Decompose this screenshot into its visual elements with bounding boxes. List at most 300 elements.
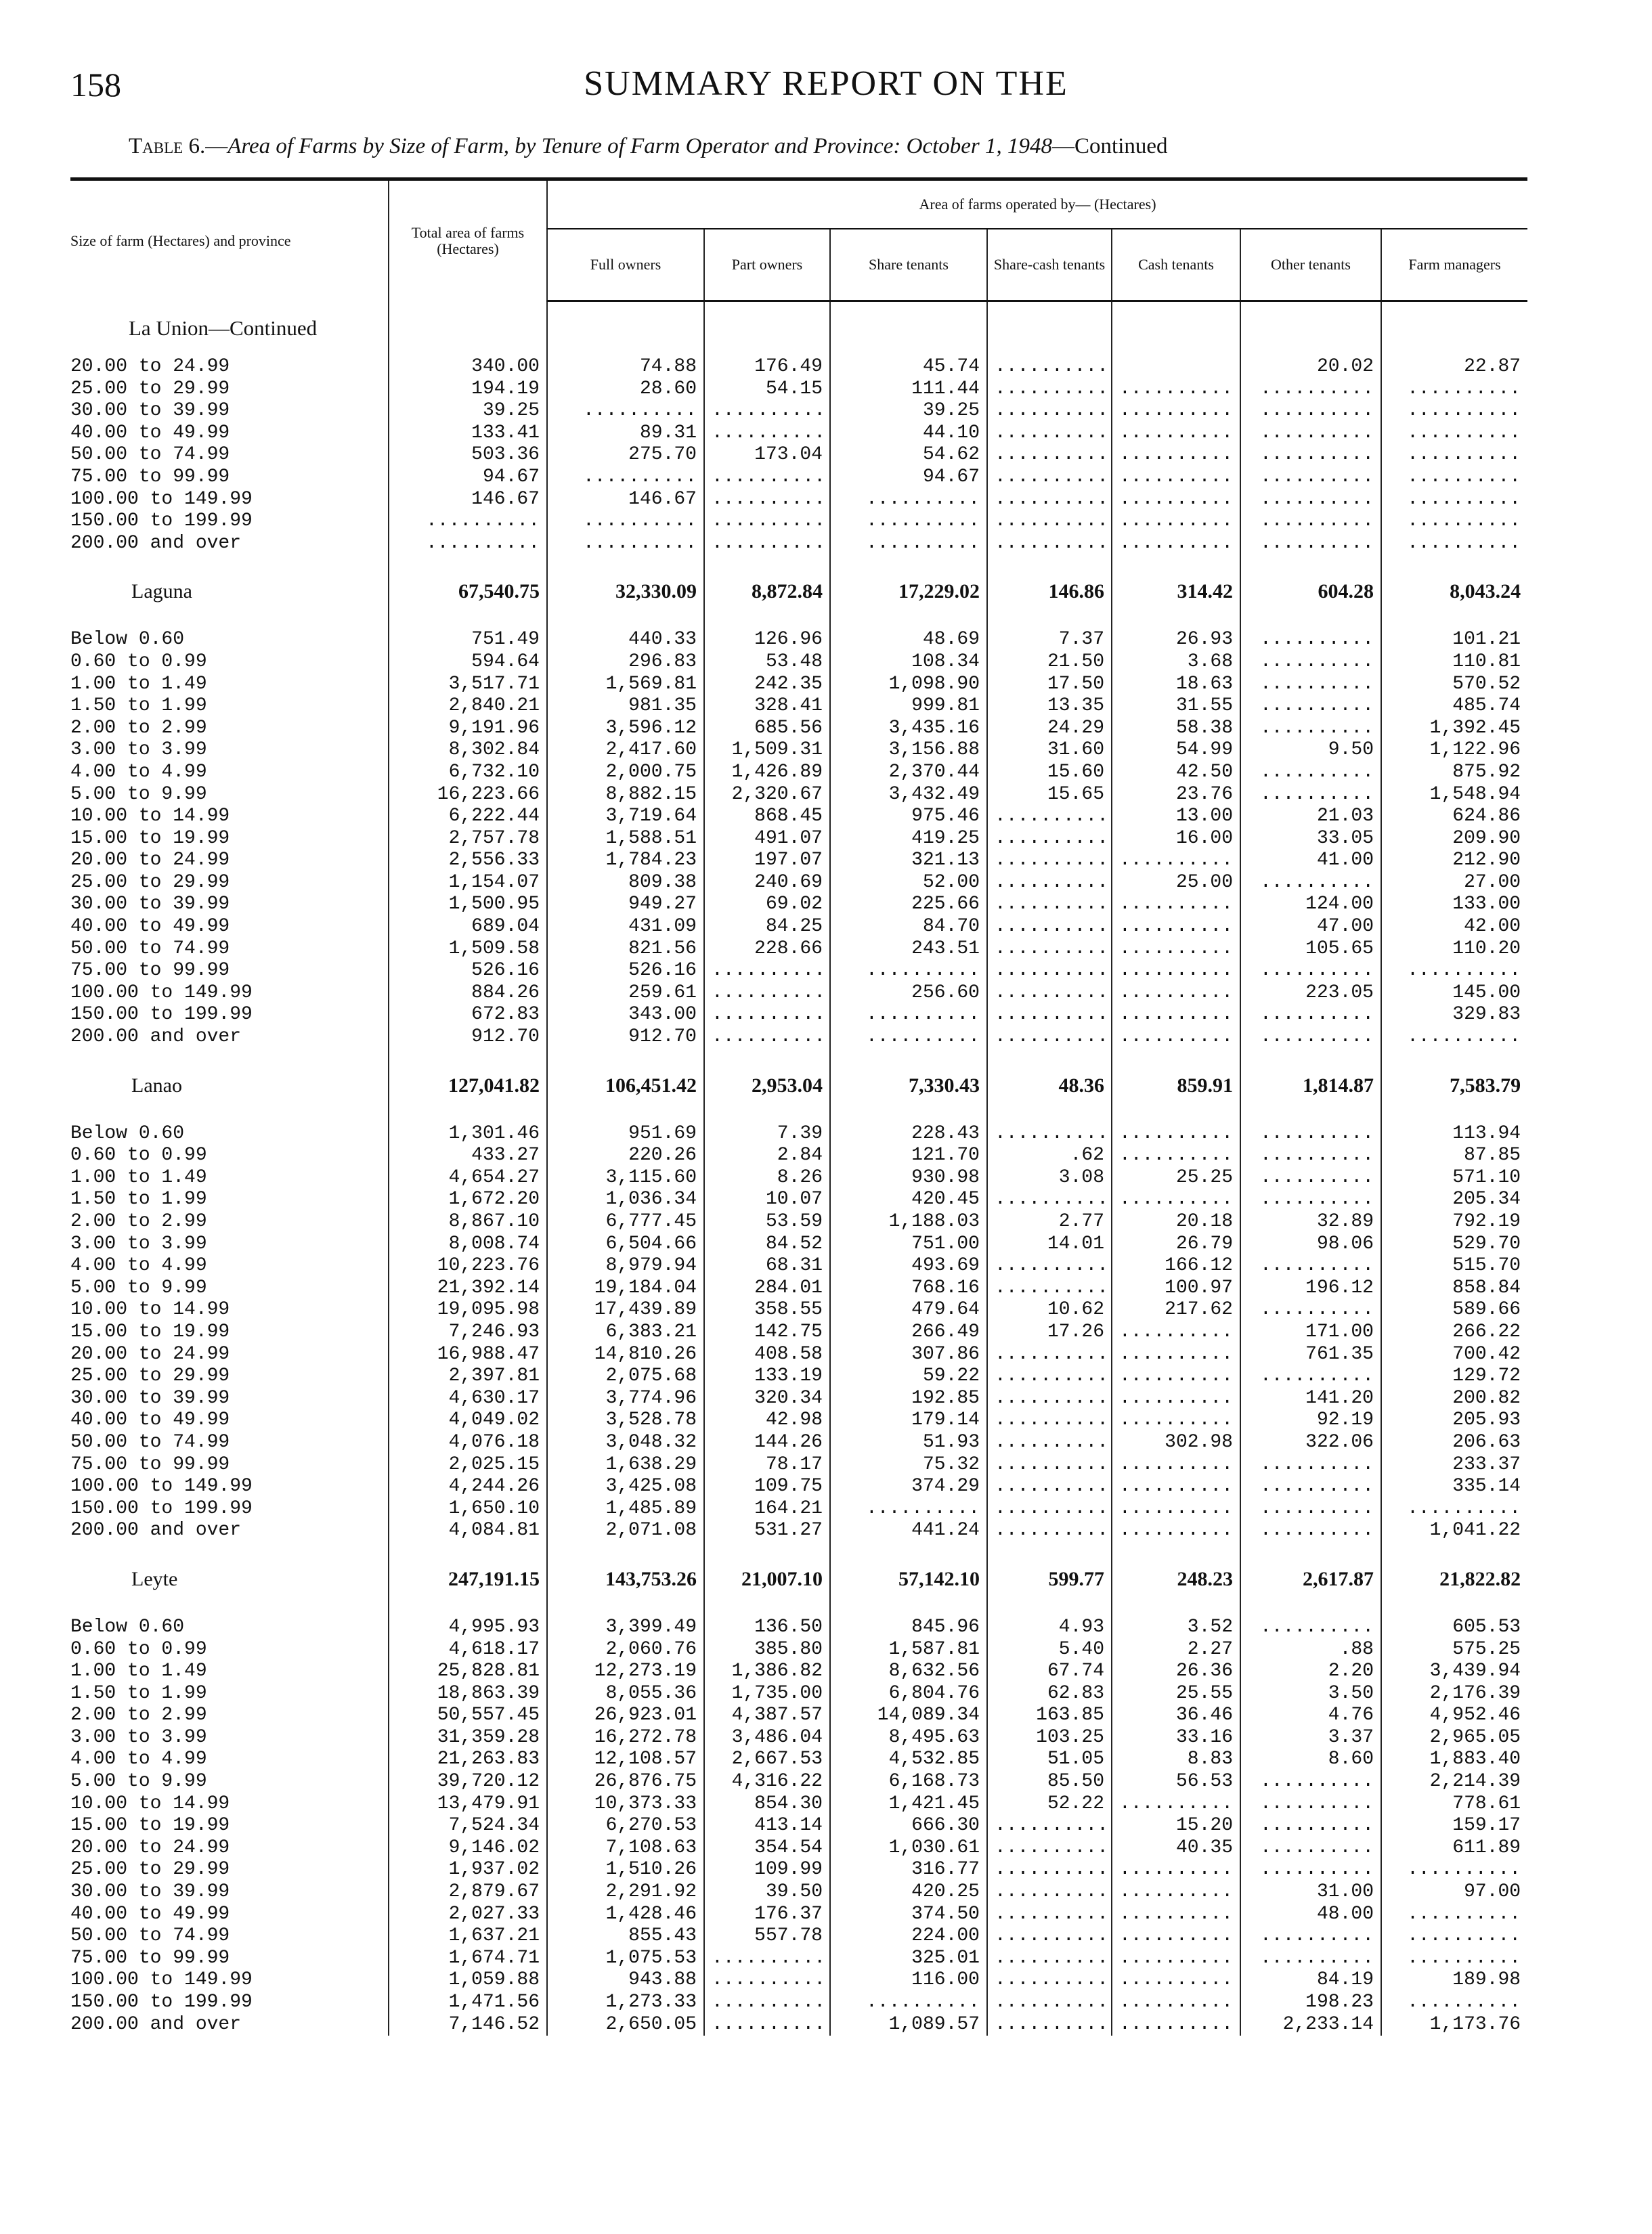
spacer-cell <box>987 1599 1112 1617</box>
value-cell-other: .......... <box>1240 695 1381 718</box>
spacer-cell <box>1112 554 1240 572</box>
size-class-cell: 1.00 to 1.49 <box>70 673 207 695</box>
table-row <box>70 674 1527 696</box>
spacer-cell <box>987 554 1112 572</box>
value-cell-full: 1,273.33 <box>547 1992 704 2014</box>
value-cell-total: 751.49 <box>389 629 547 651</box>
value-cell-cash: .......... <box>1112 1388 1240 1410</box>
table-row <box>70 1904 1527 1926</box>
value-cell-share: 3,432.49 <box>830 784 987 806</box>
value-cell-total: 912.70 <box>389 1026 547 1049</box>
value-cell-sharecash: 163.85 <box>987 1705 1112 1727</box>
value-cell-full: 2,000.75 <box>547 762 704 784</box>
value-cell-other: 105.65 <box>1240 938 1381 961</box>
value-cell-total: 4,084.81 <box>389 1520 547 1542</box>
value-cell-mgr: 209.90 <box>1381 828 1527 850</box>
spacer-cell <box>547 554 704 572</box>
value-cell-mgr: 200.82 <box>1381 1388 1527 1410</box>
value-cell-share: 666.30 <box>830 1815 987 1837</box>
province-total-row <box>70 572 1527 611</box>
value-cell-part: .......... <box>704 510 830 533</box>
value-cell-sharecash: .......... <box>987 1815 1112 1837</box>
size-class-cell: 1.00 to 1.49 <box>70 1661 207 1682</box>
value-cell-other: .......... <box>1240 1837 1381 1860</box>
value-cell-share: 845.96 <box>830 1617 987 1639</box>
value-cell-total: 133.41 <box>389 422 547 445</box>
value-cell-sharecash: .......... <box>987 1432 1112 1454</box>
value-cell-total: 146.67 <box>389 489 547 511</box>
table-body <box>70 301 1527 2036</box>
value-cell-part: .......... <box>704 1969 830 1992</box>
spacer-cell <box>987 1542 1112 1560</box>
size-class-cell: 2.00 to 2.99 <box>70 1705 207 1726</box>
col-header-cash-tenants: Cash tenants <box>1112 229 1240 301</box>
value-cell-other: .......... <box>1240 762 1381 784</box>
value-cell-share: 45.74 <box>830 356 987 378</box>
province-total-share: 7,330.43 <box>830 1066 987 1105</box>
value-cell-part: 197.07 <box>704 850 830 872</box>
value-cell-other: .......... <box>1240 674 1381 696</box>
value-cell-sharecash: .......... <box>987 1277 1112 1300</box>
size-class-cell: 30.00 to 39.99 <box>70 1387 230 1409</box>
value-cell-other: .......... <box>1240 378 1381 401</box>
value-cell-part: 176.37 <box>704 1904 830 1926</box>
value-cell-total: 2,556.33 <box>389 850 547 872</box>
value-cell-part: 385.80 <box>704 1639 830 1661</box>
value-cell-cash <box>1112 356 1240 378</box>
size-class-cell: 3.00 to 3.99 <box>70 1233 207 1254</box>
value-cell-share: 975.46 <box>830 806 987 828</box>
page-number: 158 <box>70 66 121 104</box>
value-cell-share: 256.60 <box>830 982 987 1005</box>
value-cell-share: 1,587.81 <box>830 1639 987 1661</box>
value-cell-full: 949.27 <box>547 894 704 916</box>
value-cell-full: 7,108.63 <box>547 1837 704 1860</box>
value-cell-part: 354.54 <box>704 1837 830 1860</box>
value-cell-mgr: 159.17 <box>1381 1815 1527 1837</box>
size-class-cell: 10.00 to 14.99 <box>70 806 230 827</box>
table-row <box>70 1749 1527 1771</box>
value-cell-other: 84.19 <box>1240 1969 1381 1992</box>
value-cell-cash: .......... <box>1112 489 1240 511</box>
value-cell-sharecash: .......... <box>987 1255 1112 1277</box>
value-cell-share: .......... <box>830 1026 987 1049</box>
value-cell-mgr: 110.20 <box>1381 938 1527 961</box>
province-total-part: 2,953.04 <box>704 1066 830 1105</box>
value-cell-cash: 18.63 <box>1112 674 1240 696</box>
value-cell-sharecash: .......... <box>987 1859 1112 1881</box>
value-cell-share: 94.67 <box>830 466 987 489</box>
value-cell-share: .......... <box>830 960 987 982</box>
value-cell-part: 109.99 <box>704 1859 830 1881</box>
value-cell-part: 142.75 <box>704 1321 830 1344</box>
value-cell-other: .......... <box>1240 1026 1381 1049</box>
value-cell-part: .......... <box>704 466 830 489</box>
size-class-cell: 20.00 to 24.99 <box>70 850 230 871</box>
value-cell-other: 48.00 <box>1240 1904 1381 1926</box>
value-cell-mgr: 2,176.39 <box>1381 1683 1527 1705</box>
value-cell-mgr: 145.00 <box>1381 982 1527 1005</box>
value-cell-total: 39,720.12 <box>389 1771 547 1793</box>
value-cell-mgr: 22.87 <box>1381 356 1527 378</box>
spacer-cell <box>704 1105 830 1123</box>
spacer-cell <box>830 1599 987 1617</box>
spacer-cell <box>1381 1105 1527 1123</box>
value-cell-part: 3,486.04 <box>704 1727 830 1749</box>
value-cell-sharecash: .......... <box>987 1925 1112 1948</box>
value-cell-cash: .......... <box>1112 894 1240 916</box>
value-cell-mgr: .......... <box>1381 1992 1527 2014</box>
value-cell-share: 751.00 <box>830 1233 987 1256</box>
value-cell-full: 6,383.21 <box>547 1321 704 1344</box>
table-row <box>70 695 1527 718</box>
value-cell-share: 14,089.34 <box>830 1705 987 1727</box>
value-cell-share: 374.50 <box>830 1904 987 1926</box>
value-cell-share: .......... <box>830 1992 987 2014</box>
value-cell-total: 4,049.02 <box>389 1409 547 1432</box>
spacer-cell <box>1240 611 1381 629</box>
spacer-cell <box>830 611 987 629</box>
value-cell-mgr: 858.84 <box>1381 1277 1527 1300</box>
value-cell-total: 4,995.93 <box>389 1617 547 1639</box>
table-row <box>70 1432 1527 1454</box>
value-cell-sharecash: 4.93 <box>987 1617 1112 1639</box>
value-cell-total: 16,223.66 <box>389 784 547 806</box>
value-cell-share: .......... <box>830 510 987 533</box>
table-row <box>70 651 1527 674</box>
province-name: Leyte <box>131 1567 178 1590</box>
value-cell-part: 240.69 <box>704 872 830 894</box>
value-cell-full: 3,048.32 <box>547 1432 704 1454</box>
value-cell-other: 4.76 <box>1240 1705 1381 1727</box>
size-class-cell: 3.00 to 3.99 <box>70 739 207 761</box>
value-cell-share: 479.64 <box>830 1299 987 1321</box>
table-row <box>70 1145 1527 1167</box>
value-cell-share: 1,030.61 <box>830 1837 987 1860</box>
value-cell-full: 17,439.89 <box>547 1299 704 1321</box>
col-header-share-tenants: Share tenants <box>830 229 987 301</box>
table-row <box>70 1661 1527 1683</box>
value-cell-sharecash: .......... <box>987 444 1112 466</box>
spacer-cell <box>1112 1049 1240 1066</box>
value-cell-full: 943.88 <box>547 1969 704 1992</box>
value-cell-cash: .......... <box>1112 1498 1240 1520</box>
province-total-full: 143,753.26 <box>547 1560 704 1599</box>
value-cell-sharecash: .62 <box>987 1145 1112 1167</box>
value-cell-full: 8,882.15 <box>547 784 704 806</box>
table-row <box>70 1815 1527 1837</box>
spacer-cell <box>547 1049 704 1066</box>
value-cell-mgr: .......... <box>1381 378 1527 401</box>
value-cell-sharecash: .......... <box>987 894 1112 916</box>
spacer-cell <box>547 1599 704 1617</box>
value-cell-part: 1,426.89 <box>704 762 830 784</box>
value-cell-total: 1,500.95 <box>389 894 547 916</box>
table-row <box>70 1277 1527 1300</box>
value-cell-total: 594.64 <box>389 651 547 674</box>
table-row <box>70 1189 1527 1211</box>
value-cell-full: 981.35 <box>547 695 704 718</box>
value-cell-part: .......... <box>704 1948 830 1970</box>
value-cell-other: .......... <box>1240 1815 1381 1837</box>
value-cell-full: .......... <box>547 533 704 555</box>
size-class-cell: 40.00 to 49.99 <box>70 1903 230 1925</box>
value-cell-full: 431.09 <box>547 916 704 938</box>
value-cell-full: 3,719.64 <box>547 806 704 828</box>
province-total-full: 32,330.09 <box>547 572 704 611</box>
value-cell-part: 7.39 <box>704 1123 830 1145</box>
value-cell-part: 854.30 <box>704 1793 830 1816</box>
value-cell-cash: 100.97 <box>1112 1277 1240 1300</box>
value-cell-sharecash: .......... <box>987 1476 1112 1498</box>
col-header-farm-managers: Farm managers <box>1381 229 1527 301</box>
value-cell-share: 116.00 <box>830 1969 987 1992</box>
spacer-cell <box>547 1105 704 1123</box>
value-cell-cash: .......... <box>1112 1793 1240 1816</box>
value-cell-total: 19,095.98 <box>389 1299 547 1321</box>
size-class-cell: 5.00 to 9.99 <box>70 783 207 805</box>
table-row <box>70 1255 1527 1277</box>
value-cell-total: 194.19 <box>389 378 547 401</box>
running-title: SUMMARY REPORT ON THE <box>584 64 1068 103</box>
value-cell-part: 109.75 <box>704 1476 830 1498</box>
value-cell-mgr: 571.10 <box>1381 1167 1527 1189</box>
value-cell-mgr: 575.25 <box>1381 1639 1527 1661</box>
value-cell-cash: .......... <box>1112 1365 1240 1388</box>
value-cell-full: 2,060.76 <box>547 1639 704 1661</box>
value-cell-full: 2,075.68 <box>547 1365 704 1388</box>
value-cell-share: 54.62 <box>830 444 987 466</box>
value-cell-mgr: .......... <box>1381 1948 1527 1970</box>
spacer-row <box>70 554 1527 572</box>
value-cell-share: 441.24 <box>830 1520 987 1542</box>
value-cell-total: 526.16 <box>389 960 547 982</box>
value-cell-sharecash: .......... <box>987 510 1112 533</box>
province-total-cash: 314.42 <box>1112 572 1240 611</box>
value-cell-sharecash: 5.40 <box>987 1639 1112 1661</box>
value-cell-sharecash: .......... <box>987 1365 1112 1388</box>
value-cell-share: 2,370.44 <box>830 762 987 784</box>
value-cell-mgr: 1,041.22 <box>1381 1520 1527 1542</box>
value-cell-other: .......... <box>1240 629 1381 651</box>
value-cell-total: .......... <box>389 510 547 533</box>
table-row <box>70 1498 1527 1520</box>
value-cell-part: 8.26 <box>704 1167 830 1189</box>
value-cell-share: 192.85 <box>830 1388 987 1410</box>
value-cell-part: 868.45 <box>704 806 830 828</box>
size-class-cell: 150.00 to 199.99 <box>70 510 253 532</box>
value-cell-cash: .......... <box>1112 378 1240 401</box>
value-cell-full: 3,115.60 <box>547 1167 704 1189</box>
value-cell-sharecash: .......... <box>987 916 1112 938</box>
spacer-cell <box>987 611 1112 629</box>
spacer-cell <box>704 554 830 572</box>
value-cell-cash: 20.18 <box>1112 1211 1240 1233</box>
value-cell-full: 3,528.78 <box>547 1409 704 1432</box>
spacer-cell <box>389 1049 547 1066</box>
value-cell-full: 821.56 <box>547 938 704 961</box>
value-cell-mgr: 233.37 <box>1381 1454 1527 1476</box>
spacer-cell <box>1381 611 1527 629</box>
value-cell-cash: .......... <box>1112 510 1240 533</box>
table-row <box>70 629 1527 651</box>
value-cell-other: .......... <box>1240 1123 1381 1145</box>
value-cell-cash: .......... <box>1112 1948 1240 1970</box>
value-cell-share: 179.14 <box>830 1409 987 1432</box>
value-cell-total: 2,025.15 <box>389 1454 547 1476</box>
spacer-row <box>70 611 1527 629</box>
province-total-other: 2,617.87 <box>1240 1560 1381 1599</box>
spacer-row <box>70 1542 1527 1560</box>
size-class-cell: 50.00 to 74.99 <box>70 1431 230 1453</box>
caption-title: Area of Farms by Size of Farm, by Tenure of Farm Operator and Province: October 1, 1948 <box>227 134 1053 158</box>
spacer-cell <box>1112 1542 1240 1560</box>
value-cell-mgr: 1,883.40 <box>1381 1749 1527 1771</box>
value-cell-full: 3,425.08 <box>547 1476 704 1498</box>
spacer-cell <box>704 1049 830 1066</box>
spacer-cell <box>1240 1105 1381 1123</box>
province-total-cash: 859.91 <box>1112 1066 1240 1105</box>
value-cell-sharecash: 2.77 <box>987 1211 1112 1233</box>
size-class-cell: 1.00 to 1.49 <box>70 1166 207 1188</box>
spacer-cell <box>70 1049 389 1066</box>
province-total-other: 604.28 <box>1240 572 1381 611</box>
value-cell-other: 3.50 <box>1240 1683 1381 1705</box>
value-cell-other: .......... <box>1240 444 1381 466</box>
value-cell-sharecash: 51.05 <box>987 1749 1112 1771</box>
value-cell-share: .......... <box>830 533 987 555</box>
table-row <box>70 1617 1527 1639</box>
value-cell-other: .......... <box>1240 872 1381 894</box>
province-total-row <box>70 1066 1527 1105</box>
table-row <box>70 1727 1527 1749</box>
value-cell-part: 284.01 <box>704 1277 830 1300</box>
value-cell-cash: .......... <box>1112 1881 1240 1904</box>
size-class-cell: 25.00 to 29.99 <box>70 1365 230 1387</box>
value-cell-share: 224.00 <box>830 1925 987 1948</box>
value-cell-other: .......... <box>1240 400 1381 422</box>
spacer-row <box>70 1049 1527 1066</box>
value-cell-sharecash: .......... <box>987 960 1112 982</box>
spacer-cell <box>1112 611 1240 629</box>
value-cell-sharecash: 14.01 <box>987 1233 1112 1256</box>
value-cell-other: 21.03 <box>1240 806 1381 828</box>
size-class-cell: 50.00 to 74.99 <box>70 444 230 466</box>
value-cell-share: .......... <box>830 1498 987 1520</box>
size-class-cell: 4.00 to 4.99 <box>70 1255 207 1277</box>
value-cell-total: 25,828.81 <box>389 1661 547 1683</box>
value-cell-cash: 33.16 <box>1112 1727 1240 1749</box>
table-row <box>70 489 1527 511</box>
value-cell-share: 1,188.03 <box>830 1211 987 1233</box>
value-cell-total: 4,630.17 <box>389 1388 547 1410</box>
province-total-part: 21,007.10 <box>704 1560 830 1599</box>
value-cell-total: 6,222.44 <box>389 806 547 828</box>
size-class-cell: 3.00 to 3.99 <box>70 1726 207 1748</box>
table-row <box>70 1167 1527 1189</box>
table-row <box>70 400 1527 422</box>
value-cell-mgr: 1,173.76 <box>1381 2014 1527 2036</box>
size-class-cell: 200.00 and over <box>70 1026 242 1048</box>
empty-cell <box>1240 301 1381 357</box>
spacer-row <box>70 1105 1527 1123</box>
value-cell-cash: 54.99 <box>1112 739 1240 762</box>
value-cell-part: 69.02 <box>704 894 830 916</box>
value-cell-other: 33.05 <box>1240 828 1381 850</box>
province-total-row <box>70 1560 1527 1599</box>
size-class-cell: 100.00 to 149.99 <box>70 1476 253 1497</box>
province-total-share: 17,229.02 <box>830 572 987 611</box>
spacer-cell <box>70 1599 389 1617</box>
table-row <box>70 1454 1527 1476</box>
value-cell-full: .......... <box>547 400 704 422</box>
value-cell-part: 531.27 <box>704 1520 830 1542</box>
value-cell-part: 126.96 <box>704 629 830 651</box>
value-cell-other: .......... <box>1240 1793 1381 1816</box>
value-cell-sharecash: 7.37 <box>987 629 1112 651</box>
province-heading-row <box>70 301 1527 357</box>
value-cell-other: .......... <box>1240 1167 1381 1189</box>
value-cell-mgr: 205.93 <box>1381 1409 1527 1432</box>
value-cell-full: 12,273.19 <box>547 1661 704 1683</box>
province-total-mgr: 7,583.79 <box>1381 1066 1527 1105</box>
value-cell-part: 1,386.82 <box>704 1661 830 1683</box>
spacer-cell <box>830 1105 987 1123</box>
province-total-total: 127,041.82 <box>389 1066 547 1105</box>
caption-tail: —Continued <box>1052 134 1168 158</box>
value-cell-sharecash: .......... <box>987 2014 1112 2036</box>
value-cell-cash: .......... <box>1112 1145 1240 1167</box>
table-row <box>70 1881 1527 1904</box>
value-cell-mgr: 792.19 <box>1381 1211 1527 1233</box>
value-cell-share: 51.93 <box>830 1432 987 1454</box>
size-class-cell: 75.00 to 99.99 <box>70 1947 230 1969</box>
spacer-cell <box>70 611 389 629</box>
value-cell-full: 3,774.96 <box>547 1388 704 1410</box>
value-cell-total: 1,637.21 <box>389 1925 547 1948</box>
value-cell-mgr: 189.98 <box>1381 1969 1527 1992</box>
value-cell-full: 12,108.57 <box>547 1749 704 1771</box>
value-cell-full: 89.31 <box>547 422 704 445</box>
value-cell-share: 325.01 <box>830 1948 987 1970</box>
value-cell-other: .......... <box>1240 1299 1381 1321</box>
value-cell-cash: .......... <box>1112 916 1240 938</box>
value-cell-total: 1,509.58 <box>389 938 547 961</box>
value-cell-mgr: 875.92 <box>1381 762 1527 784</box>
table-row <box>70 2014 1527 2036</box>
value-cell-full: 28.60 <box>547 378 704 401</box>
empty-cell <box>1381 301 1527 357</box>
value-cell-other: 47.00 <box>1240 916 1381 938</box>
province-total-sharecash: 48.36 <box>987 1066 1112 1105</box>
value-cell-other: 20.02 <box>1240 356 1381 378</box>
spacer-cell <box>1381 1542 1527 1560</box>
size-class-cell: 150.00 to 199.99 <box>70 1497 253 1519</box>
table-caption <box>129 134 1168 159</box>
value-cell-total: 6,732.10 <box>389 762 547 784</box>
table-row <box>70 982 1527 1005</box>
value-cell-cash: 31.55 <box>1112 695 1240 718</box>
value-cell-mgr: .......... <box>1381 1498 1527 1520</box>
size-class-cell: 20.00 to 24.99 <box>70 1837 230 1858</box>
value-cell-total: 1,650.10 <box>389 1498 547 1520</box>
value-cell-sharecash: .......... <box>987 1123 1112 1145</box>
value-cell-full: 3,399.49 <box>547 1617 704 1639</box>
value-cell-full: 1,428.46 <box>547 1904 704 1926</box>
size-class-cell: 5.00 to 9.99 <box>70 1771 207 1793</box>
value-cell-part: 54.15 <box>704 378 830 401</box>
value-cell-full: .......... <box>547 466 704 489</box>
